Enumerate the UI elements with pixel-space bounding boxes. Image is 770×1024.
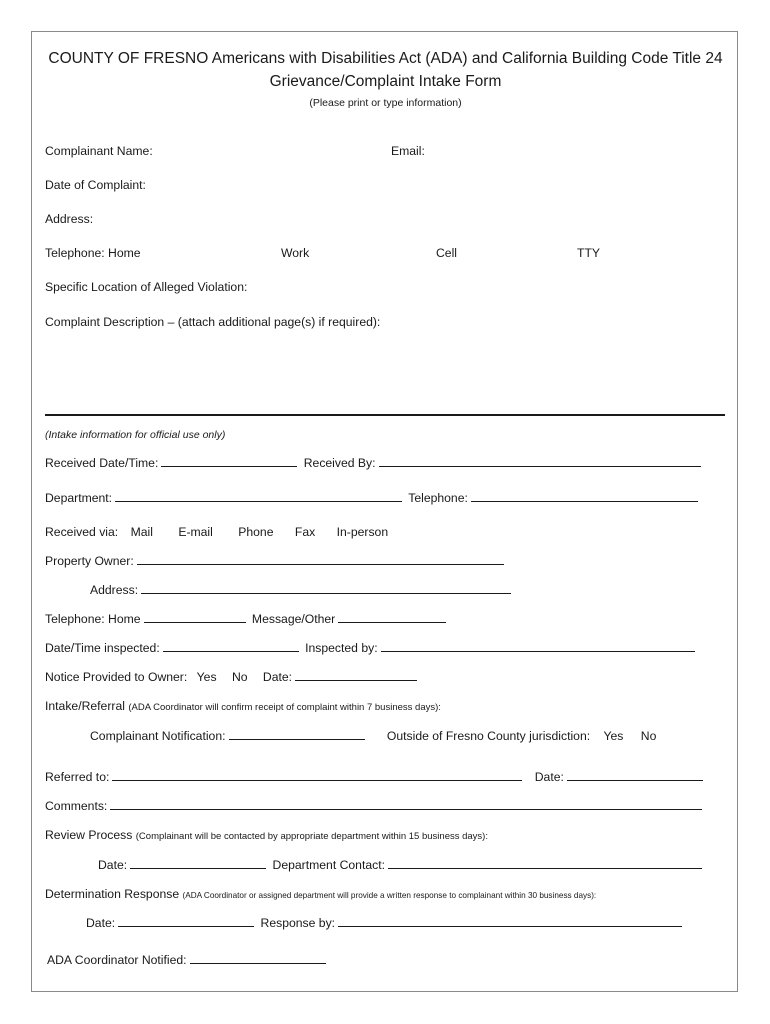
inspected-row: [45, 640, 698, 656]
form-title: COUNTY OF FRESNO Americans with Disabilities Act (ADA) and California Building Code Title 24: [48, 50, 723, 67]
via-inperson-option[interactable]: In-person: [336, 525, 389, 539]
datetime-inspected-label: Date/Time inspected:: [45, 641, 160, 655]
datetime-inspected-field[interactable]: [163, 640, 299, 652]
received-datetime-field[interactable]: [161, 455, 297, 467]
property-owner-field[interactable]: [137, 553, 504, 565]
referred-date-field[interactable]: [567, 769, 703, 781]
response-row: [86, 915, 685, 931]
determination-row: [45, 886, 596, 904]
via-fax-option[interactable]: Fax: [294, 525, 316, 539]
referred-to-label: Referred to:: [45, 770, 110, 784]
via-phone-option[interactable]: Phone: [238, 525, 274, 539]
email-label: Email:: [391, 144, 425, 158]
telephone-cell-label: Cell: [436, 246, 457, 260]
outside-no-option[interactable]: No: [640, 729, 657, 743]
notification-row: [90, 728, 656, 744]
referral-row: [45, 698, 441, 716]
received-datetime-label: Received Date/Time:: [45, 456, 159, 470]
received-datetime-row: [45, 455, 704, 471]
received-by-field[interactable]: [379, 455, 701, 467]
telephone-tty-label: TTY: [577, 246, 601, 260]
review-label: Review Process: [45, 828, 133, 842]
received-by-label: Received By:: [303, 456, 376, 470]
owner-address-row: [90, 582, 514, 598]
description-label: Complaint Description – (attach additional page(s) if required):: [45, 315, 381, 329]
department-field[interactable]: [115, 490, 402, 502]
telephone-home-label: Telephone: Home: [45, 246, 141, 260]
owner-telephone-field[interactable]: [144, 611, 246, 623]
determination-note: (ADA Coordinator or assigned department will provide a written response to complainant within 30 business days):: [182, 891, 597, 900]
department-label: Department:: [45, 491, 113, 505]
section-divider: [45, 414, 725, 416]
outside-yes-option[interactable]: Yes: [603, 729, 624, 743]
complainant-notification-field[interactable]: [229, 728, 365, 740]
department-row: [45, 490, 701, 506]
inspected-by-field[interactable]: [381, 640, 695, 652]
review-row: [45, 827, 488, 845]
review-date-label: Date:: [98, 858, 128, 872]
notice-date-label: Date:: [262, 670, 293, 684]
form-subtitle: Grievance/Complaint Intake Form: [269, 73, 502, 90]
property-owner-label: Property Owner:: [45, 554, 134, 568]
date-of-complaint-label: Date of Complaint:: [45, 178, 146, 192]
notice-row: [45, 669, 420, 685]
received-via-row: [45, 524, 388, 540]
owner-telephone-row: [45, 611, 449, 627]
review-note: (Complainant will be contacted by appropriate department within 15 business days):: [135, 831, 488, 842]
owner-address-field[interactable]: [141, 582, 511, 594]
intake-heading: (Intake information for official use only): [45, 429, 226, 441]
determination-date-label: Date:: [86, 916, 116, 930]
received-via-label: Received via:: [45, 525, 119, 539]
message-other-label: Message/Other: [251, 612, 336, 626]
comments-label: Comments:: [45, 799, 108, 813]
department-telephone-field[interactable]: [471, 490, 698, 502]
address-label: Address:: [45, 212, 94, 226]
referral-label: Intake/Referral: [45, 699, 125, 713]
department-contact-label: Department Contact:: [272, 858, 385, 872]
form-page: [31, 31, 738, 992]
review-date-field[interactable]: [130, 857, 266, 869]
notice-date-field[interactable]: [295, 669, 417, 681]
department-contact-field[interactable]: [388, 857, 702, 869]
notice-yes-option[interactable]: Yes: [196, 670, 217, 684]
complainant-name-label: Complainant Name:: [45, 144, 153, 158]
ada-notified-field[interactable]: [190, 952, 326, 964]
determination-label: Determination Response: [45, 887, 180, 901]
referred-row: [45, 769, 706, 785]
location-label: Specific Location of Alleged Violation:: [45, 280, 248, 294]
complainant-notification-label: Complainant Notification:: [90, 729, 226, 743]
review-date-row: [98, 857, 705, 873]
response-by-field[interactable]: [338, 915, 682, 927]
telephone-work-label: Work: [281, 246, 310, 260]
notice-label: Notice Provided to Owner:: [45, 670, 188, 684]
inspected-by-label: Inspected by:: [305, 641, 378, 655]
via-email-option[interactable]: E-mail: [178, 525, 213, 539]
comments-row: [45, 798, 705, 814]
determination-date-field[interactable]: [118, 915, 254, 927]
property-owner-row: [45, 553, 507, 569]
owner-telephone-label: Telephone: Home: [45, 612, 141, 626]
ada-notified-row: [47, 952, 329, 968]
response-by-label: Response by:: [260, 916, 336, 930]
notice-no-option[interactable]: No: [231, 670, 248, 684]
print-note: (Please print or type information): [309, 97, 462, 109]
owner-address-label: Address:: [90, 583, 139, 597]
referred-to-field[interactable]: [112, 769, 522, 781]
comments-field[interactable]: [110, 798, 702, 810]
department-telephone-label: Telephone:: [408, 491, 468, 505]
referral-note: (ADA Coordinator will confirm receipt of complaint within 7 business days):: [128, 702, 441, 713]
referred-date-label: Date:: [534, 770, 564, 784]
via-mail-option[interactable]: Mail: [130, 525, 153, 539]
ada-notified-label: ADA Coordinator Notified:: [47, 953, 187, 967]
message-other-field[interactable]: [338, 611, 446, 623]
outside-jurisdiction-label: Outside of Fresno County jurisdiction:: [386, 729, 591, 743]
